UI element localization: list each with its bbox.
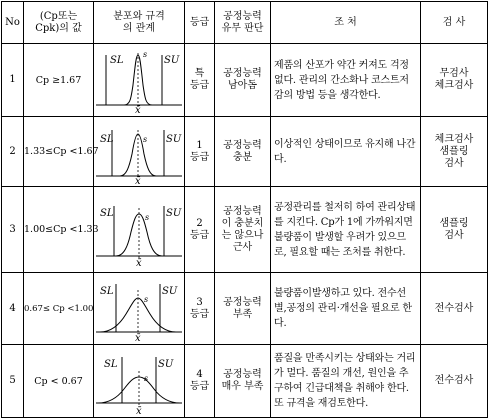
grade-line2: 등급 [189, 151, 210, 163]
grade-cell [185, 187, 215, 273]
distribution-diagram [94, 187, 185, 273]
row-no: 2 [2, 117, 24, 187]
grade-line2: 등급 [189, 80, 210, 91]
header-cp [24, 2, 94, 44]
header-dist-line1: 분포와 규격 [113, 10, 165, 22]
upper-spec-label: SU [166, 207, 182, 219]
grade-cell [185, 273, 215, 345]
cp-condition: Cp < 0.67 [24, 345, 94, 418]
upper-spec-label: SU [162, 285, 178, 297]
capability-line1: 공정능력 [223, 205, 262, 217]
cp-condition: Cp ≥1.67 [24, 44, 94, 117]
capability-cell [215, 273, 271, 345]
distribution-diagram [94, 345, 185, 418]
distribution-diagram [94, 273, 185, 345]
header-capability-line2: 유무 판단 [221, 22, 264, 34]
grade-cell [185, 117, 215, 187]
row-no: 4 [2, 273, 24, 345]
header-cp-line2: Cpk)의 값 [35, 22, 82, 34]
header-row [2, 2, 488, 44]
normal-distribution-curve-icon [96, 120, 182, 184]
action-text: 불량품이발생하고 있다. 전수선별,공정의 관리·개선을 필요로 한다. [271, 273, 421, 345]
capability-line1: 공정능력 [223, 139, 262, 151]
sigma-label: s [144, 294, 149, 304]
capability-line3: 는 않으나 [221, 229, 264, 241]
inspection-cell: 전수검사 [421, 345, 488, 418]
upper-spec-label: SU [164, 55, 180, 66]
table-row [2, 345, 488, 418]
cp-condition: 0.67≤ Cp <1.00 [24, 273, 94, 345]
inspection-cell [421, 187, 488, 273]
inspection-line2: 샘플링 [439, 145, 469, 157]
grade-line1: 4 [196, 369, 203, 380]
capability-line2: 남아돔 [228, 80, 257, 91]
inspection-line1: 샘플링 [439, 217, 469, 229]
cp-condition: 1.00≤Cp <1.33 [24, 187, 94, 273]
header-dist-line2: 의 관계 [122, 22, 156, 34]
mean-label: x̄ [135, 175, 141, 184]
mean-label: x̄ [135, 332, 141, 342]
inspection-line1: 체크검사 [434, 133, 474, 145]
capability-line2: 충분 [232, 151, 253, 163]
lower-spec-label: SL [104, 359, 118, 370]
sigma-label: s [145, 212, 150, 222]
normal-distribution-curve-icon [96, 47, 182, 113]
distribution-diagram [94, 117, 185, 187]
header-capability [215, 2, 271, 44]
action-text: 제품의 산포가 약간 커져도 걱정없다. 관리의 간소화나 코스트저감의 방법 등을 생각한다. [271, 44, 421, 117]
header-grade: 등급 [185, 2, 215, 44]
capability-line4: 근사 [232, 241, 253, 253]
lower-spec-label: SL [100, 133, 114, 145]
capability-line2: 이 충분치 [221, 217, 264, 229]
inspection-line3: 검사 [444, 157, 464, 169]
grade-line2: 등급 [189, 229, 210, 241]
inspection-cell [421, 44, 488, 117]
upper-spec-label: SU [158, 359, 174, 370]
normal-distribution-curve-icon [96, 192, 182, 268]
capability-cell [215, 117, 271, 187]
lower-spec-label: SL [100, 207, 114, 219]
grade-line1: 특 [194, 68, 205, 79]
inspection-cell [421, 117, 488, 187]
table-row [2, 187, 488, 273]
inspection-line2: 체크검사 [434, 80, 474, 91]
distribution-diagram [94, 44, 185, 117]
mean-label: x̄ [136, 257, 142, 268]
table-row [2, 44, 488, 117]
sigma-label: s [143, 134, 148, 144]
lower-spec-label: SL [110, 55, 124, 66]
grade-cell [185, 44, 215, 117]
grade-line1: 3 [196, 296, 203, 308]
sigma-label: s [143, 50, 148, 59]
capability-line1: 공정능력 [223, 296, 262, 308]
table-row [2, 273, 488, 345]
process-capability-table [1, 1, 488, 418]
header-inspection: 검 사 [421, 2, 488, 44]
row-no: 5 [2, 345, 24, 418]
normal-distribution-curve-icon [96, 276, 182, 342]
grade-line2: 등급 [189, 381, 210, 392]
inspection-cell: 전수검사 [421, 273, 488, 345]
grade-line1: 2 [196, 217, 203, 229]
capability-cell [215, 345, 271, 418]
grade-line1: 1 [196, 139, 203, 151]
action-text: 이상적인 상태이므로 유지해 나간다. [271, 117, 421, 187]
header-no: No [2, 2, 24, 44]
header-action: 조 처 [271, 2, 421, 44]
header-cp-line1: (Cp또는 [39, 10, 78, 22]
table-row [2, 117, 488, 187]
action-text: 공정관리를 철저히 하여 관리상태를 지킨다. Cp가 1에 가까워지면 불량품이 발생할 우려가 있으므로, 필요할 때는 조처를 취한다. [271, 187, 421, 273]
capability-line2: 부족 [232, 308, 253, 320]
inspection-line1: 무검사 [439, 68, 469, 79]
grade-line2: 등급 [189, 308, 210, 320]
upper-spec-label: SU [166, 133, 182, 145]
capability-line1: 공정능력 [223, 369, 262, 380]
mean-label: x̄ [136, 406, 142, 415]
action-text: 품질을 만족시키는 상태와는 거리가 멀다. 품질의 개선, 원인을 추구하여 긴급대책을 취해야 한다. 또 규격을 재검토한다. [271, 345, 421, 418]
sigma-label: s [144, 374, 149, 383]
inspection-line2: 검사 [444, 229, 464, 241]
capability-cell [215, 187, 271, 273]
normal-distribution-curve-icon [96, 347, 182, 415]
header-capability-line1: 공정능력 [223, 10, 262, 22]
capability-cell [215, 44, 271, 117]
mean-label: x̄ [135, 105, 141, 113]
lower-spec-label: SL [100, 285, 114, 297]
row-no: 3 [2, 187, 24, 273]
capability-line2: 매우 부족 [221, 381, 264, 392]
row-no: 1 [2, 44, 24, 117]
grade-cell [185, 345, 215, 418]
header-distribution [94, 2, 185, 44]
capability-line1: 공정능력 [223, 68, 262, 79]
cp-condition: 1.33≤Cp <1.67 [24, 117, 94, 187]
